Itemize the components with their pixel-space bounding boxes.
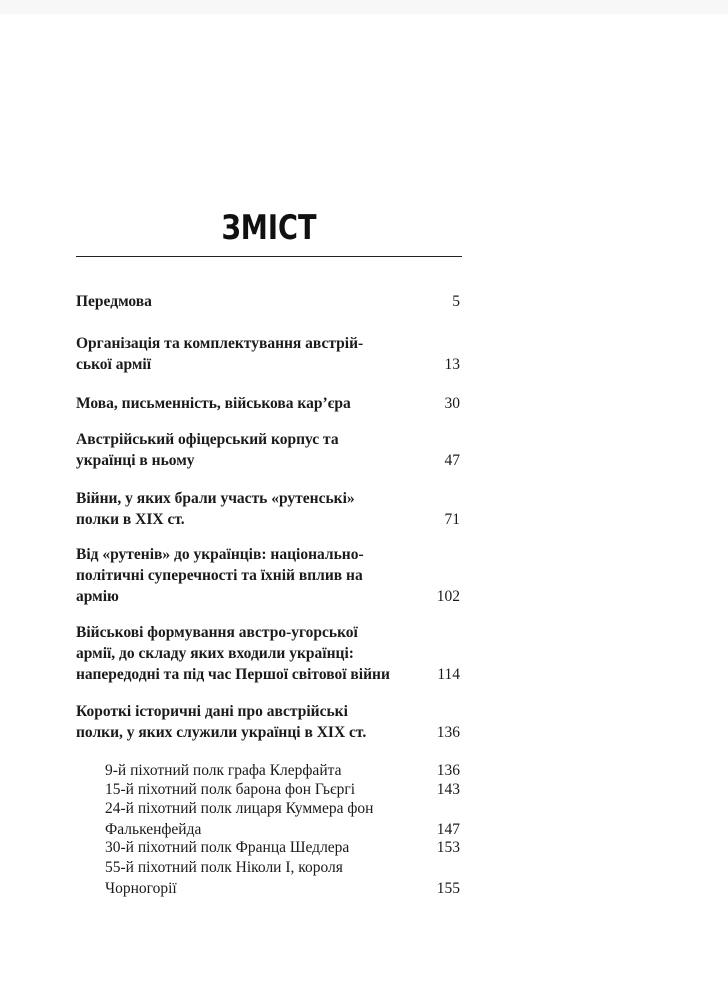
- toc-page-number: 102: [436, 588, 460, 605]
- toc-entry[interactable]: [76, 544, 460, 607]
- toc-page-number: 114: [437, 666, 460, 683]
- toc-page-number: 47: [444, 452, 460, 469]
- toc-subentry[interactable]: [105, 760, 460, 781]
- toc-subentry-line: Чорногорії: [105, 880, 177, 897]
- toc-page-number: 13: [444, 356, 460, 373]
- toc-subentry[interactable]: [105, 798, 460, 840]
- toc-entry-line: армію: [76, 588, 119, 605]
- toc-page-number: 143: [436, 781, 460, 798]
- toc-entry[interactable]: [76, 488, 460, 530]
- toc-entry[interactable]: [76, 429, 460, 471]
- toc-entry[interactable]: [76, 333, 460, 375]
- title-rule: [76, 256, 462, 257]
- toc-entry-line: Від «рутенів» до українців: національно-: [76, 546, 364, 563]
- toc-page-number: 136: [436, 724, 460, 741]
- toc-entry-line: Передмова: [76, 293, 152, 310]
- toc-subentry-line: 24-й піхотний полк лицаря Куммера фон: [105, 800, 374, 817]
- toc-page-number: 155: [436, 880, 460, 897]
- toc-subentry[interactable]: [105, 857, 460, 899]
- toc-entry-line: Організація та комплектування австрій-: [76, 335, 364, 352]
- toc-entry-line: українці в ньому: [76, 452, 195, 469]
- toc-entry[interactable]: [76, 393, 460, 414]
- toc-page-number: 153: [436, 839, 460, 856]
- toc-subentry-line: 30-й піхотний полк Франца Шедлера: [105, 839, 350, 856]
- toc-page-number: 136: [436, 762, 460, 779]
- toc-entry-line: Австрійський офіцерський корпус та: [76, 431, 339, 448]
- toc-page-number: 147: [436, 821, 460, 838]
- toc-subentry[interactable]: [105, 779, 460, 800]
- page-title: ЗМІСТ: [221, 208, 317, 248]
- toc-subentry-line: 15-й піхотний полк барона фон Гьєргі: [105, 781, 356, 798]
- toc-entry-line: полки в ХІХ ст.: [76, 511, 185, 528]
- toc-entry-line: Військові формування австро-угорської: [76, 624, 358, 641]
- toc-subentry-line: 55-й піхотний полк Ніколи І, короля: [105, 859, 343, 876]
- toc-entry[interactable]: [76, 622, 460, 685]
- toc-page-number: 30: [444, 395, 460, 412]
- toc-entry-line: політичні суперечності та їхній вплив на: [76, 567, 363, 584]
- toc-subentry[interactable]: [105, 837, 460, 858]
- toc-page-number: 5: [452, 293, 460, 310]
- toc-entry[interactable]: [76, 291, 460, 312]
- toc-entry-line: полки, у яких служили українці в ХІХ ст.: [76, 724, 367, 741]
- top-band: [0, 0, 728, 14]
- toc-subentry-line: Фалькенфейда: [105, 821, 202, 838]
- toc-entry-line: напередодні та під час Першої світової війни: [76, 666, 390, 683]
- toc-entry-line: Короткі історичні дані про австрійські: [76, 703, 348, 720]
- toc-entry-line: ської армії: [76, 356, 152, 373]
- toc-entry[interactable]: [76, 701, 460, 743]
- toc-subentry-line: 9-й піхотний полк графа Клерфайта: [105, 762, 342, 779]
- toc-entry-line: армії, до складу яких входили українці:: [76, 645, 354, 662]
- toc-page-number: 71: [444, 511, 460, 528]
- toc-entry-line: Війни, у яких брали участь «рутенські»: [76, 490, 355, 507]
- toc-entry-line: Мова, письменність, військова кар’єра: [76, 395, 351, 412]
